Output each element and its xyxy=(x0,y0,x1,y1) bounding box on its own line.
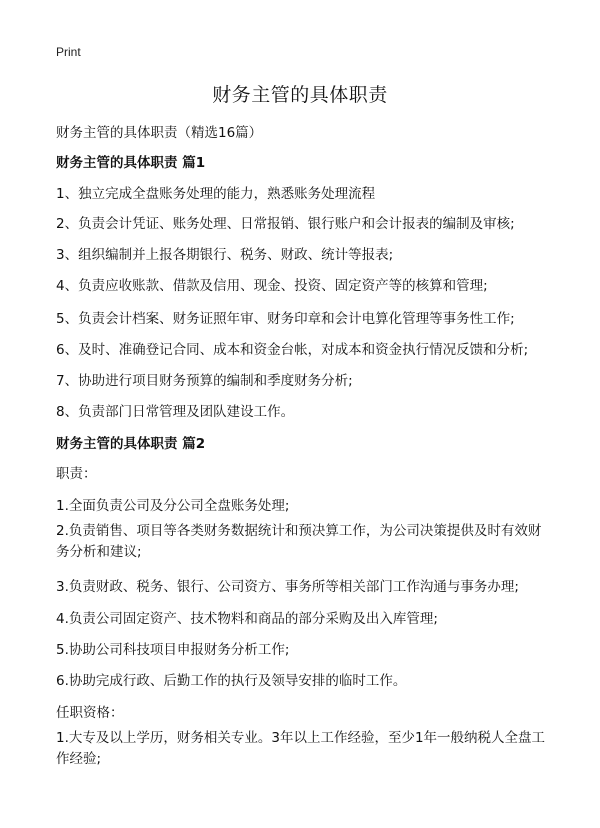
duty-item-6: 6.协助完成行政、后勤工作的执行及领导安排的临时工作。 xyxy=(56,673,407,689)
duties-label: 职责： xyxy=(56,466,97,482)
section1-item-2: 2、负责会计凭证、账务处理、日常报销、银行账户和会计报表的编制及审核; xyxy=(56,216,515,232)
document-intro: 财务主管的具体职责（精选16篇） xyxy=(56,125,263,141)
section1-item-1: 1、独立完成全盘账务处理的能力，熟悉账务处理流程 xyxy=(56,186,376,202)
print-label[interactable]: Print xyxy=(56,45,81,59)
section1-item-8: 8、负责部门日常管理及团队建设工作。 xyxy=(56,404,295,420)
section1-item-7: 7、协助进行项目财务预算的编制和季度财务分析; xyxy=(56,373,353,389)
duty-item-1: 1.全面负责公司及分公司全盘账务处理; xyxy=(56,498,290,514)
duty-item-4: 4.负责公司固定资产、技术物料和商品的部分采购及出入库管理; xyxy=(56,611,438,627)
section2-heading: 财务主管的具体职责 篇2 xyxy=(56,436,206,452)
duty-item-5: 5.协助公司科技项目申报财务分析工作; xyxy=(56,642,290,658)
qualification-item-1: 1.大专及以上学历，财务相关专业。3年以上工作经验，至少1年一般纳税人全盘工作经验; xyxy=(56,730,546,767)
section1-item-3: 3、组织编制并上报各期银行、税务、财政、统计等报表; xyxy=(56,247,394,263)
section1-item-6: 6、及时、准确登记合同、成本和资金台帐，对成本和资金执行情况反馈和分析; xyxy=(56,342,529,358)
section1-heading: 财务主管的具体职责 篇1 xyxy=(56,155,206,171)
duty-item-3: 3.负责财政、税务、银行、公司资方、事务所等相关部门工作沟通与事务办理; xyxy=(56,579,519,595)
document-title: 财务主管的具体职责 xyxy=(212,84,388,106)
qualifications-label: 任职资格： xyxy=(56,705,124,721)
duty-item-2: 2.负责销售、项目等各类财务数据统计和预决算工作，为公司决策提供及时有效财务分析和建议; xyxy=(56,523,542,560)
section1-item-5: 5、负责会计档案、财务证照年审、财务印章和会计电算化管理等事务性工作; xyxy=(56,311,515,327)
section1-item-4: 4、负责应收账款、借款及信用、现金、投资、固定资产等的核算和管理; xyxy=(56,278,488,294)
